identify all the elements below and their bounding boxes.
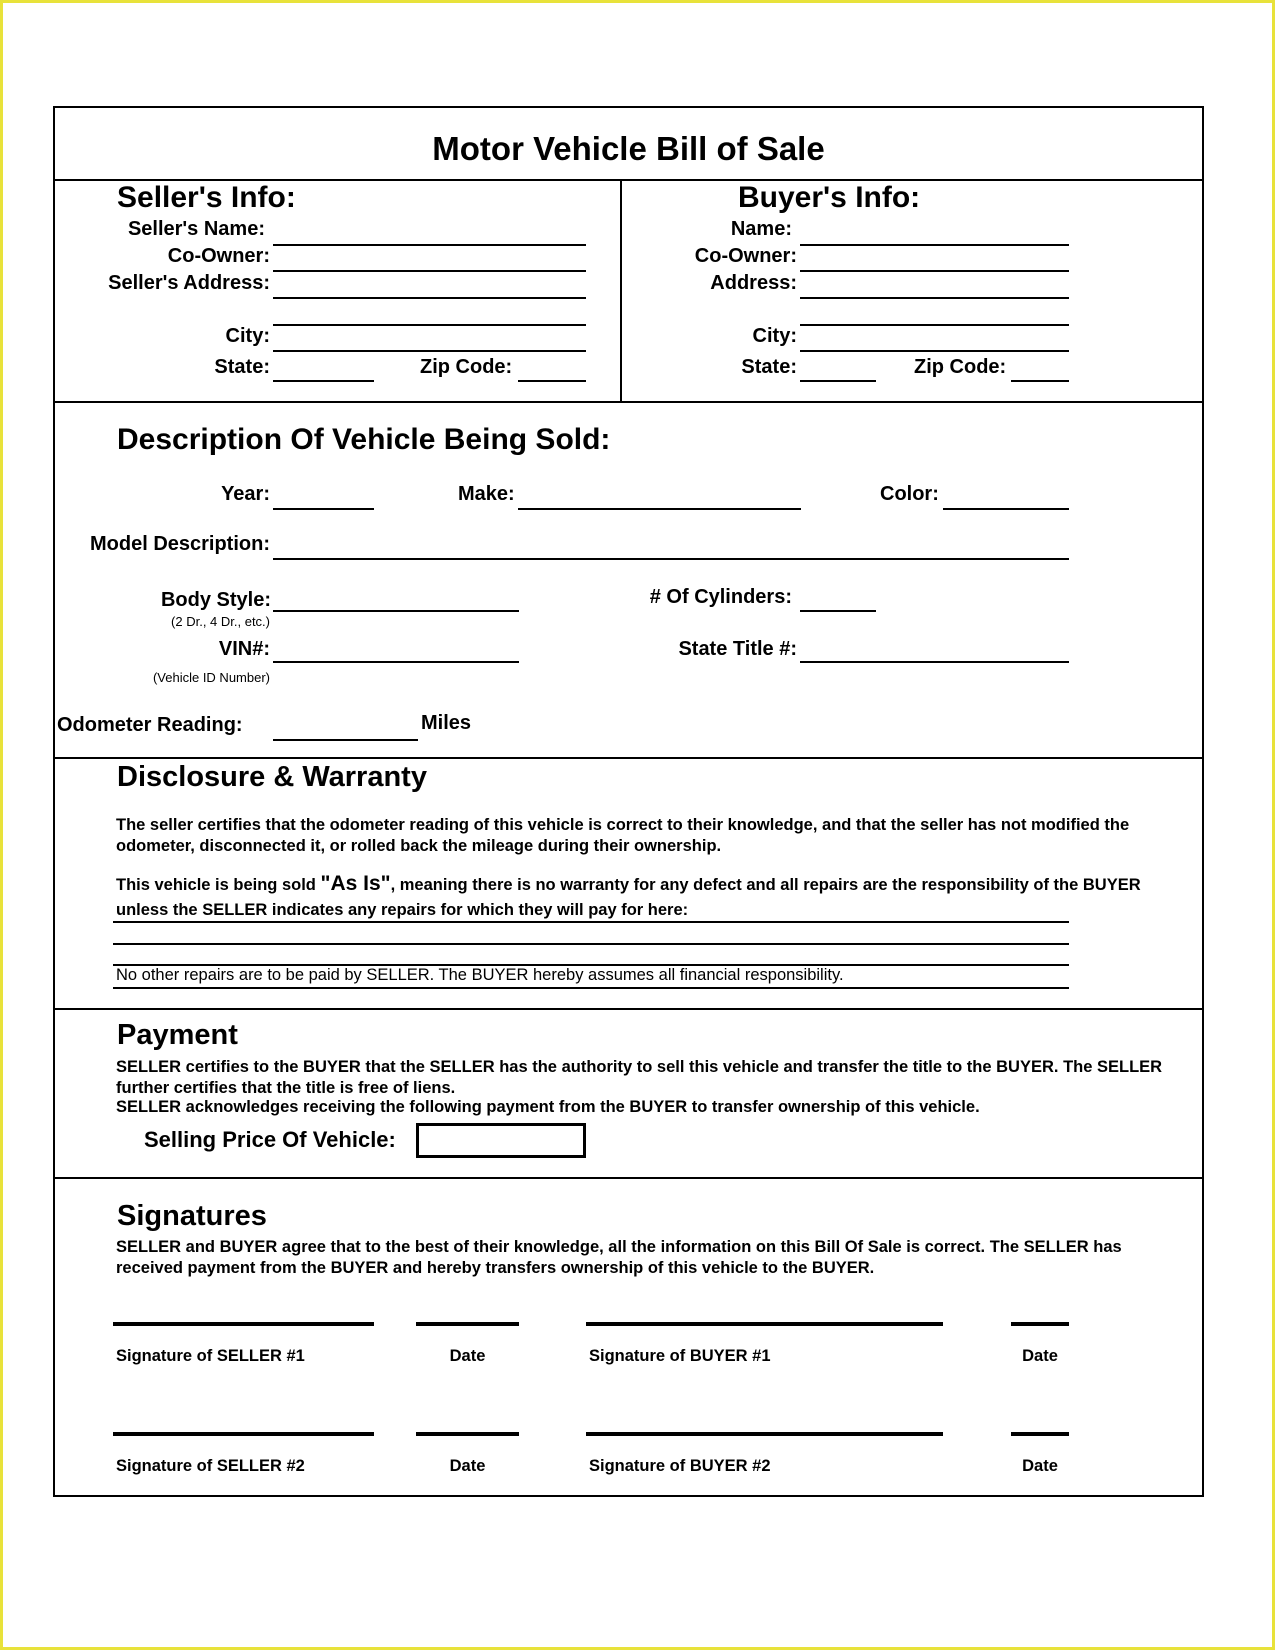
- divider-info: [53, 401, 1204, 403]
- model-input[interactable]: [273, 534, 1069, 560]
- cylinders-input[interactable]: [800, 586, 876, 612]
- state-title-input[interactable]: [800, 637, 1069, 663]
- color-label: Color:: [880, 483, 939, 505]
- seller2-signature-label: Signature of SELLER #2: [116, 1457, 305, 1475]
- buyer2-date-label: Date: [1022, 1457, 1058, 1475]
- buyer-address-line2-input[interactable]: [800, 300, 1069, 326]
- seller2-signature-line[interactable]: [113, 1432, 374, 1436]
- disclosure-heading: Disclosure & Warranty: [117, 761, 427, 793]
- seller-heading: Seller's Info:: [117, 181, 296, 214]
- seller1-signature-label: Signature of SELLER #1: [116, 1347, 305, 1365]
- seller2-date-label: Date: [449, 1457, 486, 1475]
- page-title: Motor Vehicle Bill of Sale: [432, 130, 825, 167]
- body-style-input[interactable]: [273, 586, 519, 612]
- color-input[interactable]: [943, 484, 1069, 510]
- buyer-address-label: Address:: [710, 272, 797, 294]
- seller2-date-line[interactable]: [416, 1432, 519, 1436]
- buyer-coowner-label: Co-Owner:: [694, 245, 797, 267]
- odometer-label: Odometer Reading:: [57, 714, 243, 736]
- divider-vehicle: [53, 757, 1204, 759]
- cylinders-label: # Of Cylinders:: [649, 586, 792, 608]
- buyer-name-input[interactable]: [800, 220, 1069, 246]
- seller1-date-line[interactable]: [416, 1322, 519, 1326]
- seller-coowner-label: Co-Owner:: [167, 245, 270, 267]
- seller-address-label: Seller's Address:: [108, 272, 270, 294]
- repairs-intro-text: unless the SELLER indicates any repairs for which they will pay for here:: [116, 901, 689, 919]
- seller1-signature-line[interactable]: [113, 1322, 374, 1326]
- buyer1-date-label: Date: [1022, 1347, 1058, 1365]
- no-other-repairs-text: No other repairs are to be paid by SELLER. The BUYER hereby assumes all financial responsibility.: [116, 966, 844, 984]
- seller-name-label: Seller's Name:: [127, 218, 265, 240]
- as-is-suffix: , meaning there is no warranty for any defect and all repairs are the responsibility of the BUYER: [390, 876, 1141, 894]
- seller-address-input[interactable]: [273, 273, 586, 299]
- as-is-emphasis: "As Is": [320, 872, 391, 895]
- buyer2-signature-label: Signature of BUYER #2: [589, 1457, 771, 1475]
- body-style-hint: (2 Dr., 4 Dr., etc.): [171, 614, 270, 629]
- repairs-bottom-line: [113, 987, 1069, 989]
- seller-coowner-input[interactable]: [273, 246, 586, 272]
- seller-address-line2-input[interactable]: [273, 300, 586, 326]
- buyer-name-label: Name:: [730, 218, 792, 240]
- buyer1-signature-label: Signature of BUYER #1: [589, 1347, 771, 1365]
- seller-zip-label: Zip Code:: [420, 356, 513, 378]
- payment-authority-text: SELLER certifies to the BUYER that the SELLER has the authority to sell this vehicle and transfer the title to the BUYER. The SELLER further certifies that the title is free of liens.: [116, 1058, 1163, 1097]
- seller-state-input[interactable]: [273, 356, 374, 382]
- as-is-text: [116, 873, 1196, 896]
- make-label: Make:: [458, 483, 515, 505]
- seller-zip-input[interactable]: [518, 356, 586, 382]
- state-title-label: State Title #:: [678, 638, 797, 660]
- divider-payment: [53, 1177, 1204, 1179]
- buyer-state-label: State:: [741, 356, 797, 378]
- seller1-date-label: Date: [449, 1347, 486, 1365]
- buyer-city-input[interactable]: [800, 326, 1069, 352]
- buyer1-signature-line[interactable]: [586, 1322, 943, 1326]
- vehicle-heading: Description Of Vehicle Being Sold:: [117, 423, 611, 456]
- make-input[interactable]: [518, 484, 801, 510]
- repairs-line-3[interactable]: [113, 940, 1069, 966]
- vin-hint: (Vehicle ID Number): [152, 670, 270, 685]
- buyer-address-input[interactable]: [800, 273, 1069, 299]
- seller-state-label: State:: [214, 356, 270, 378]
- buyer2-signature-line[interactable]: [586, 1432, 943, 1436]
- model-label: Model Description:: [89, 533, 270, 555]
- seller-name-input[interactable]: [273, 220, 586, 246]
- divider-disclosure: [53, 1008, 1204, 1010]
- buyer-zip-label: Zip Code:: [914, 356, 1007, 378]
- selling-price-input[interactable]: [416, 1123, 586, 1158]
- selling-price-label: Selling Price Of Vehicle:: [144, 1127, 396, 1152]
- seller-city-input[interactable]: [273, 326, 586, 352]
- signatures-agreement-text: SELLER and BUYER agree that to the best of their knowledge, all the information on this Bill Of Sale is correct. The SELLER has received payment from the BUYER and hereby transfers ownership of this vehicle to the BUYER.: [116, 1238, 1122, 1277]
- buyer2-date-line[interactable]: [1011, 1432, 1069, 1436]
- year-label: Year:: [221, 483, 270, 505]
- odometer-input[interactable]: [273, 715, 418, 741]
- as-is-prefix: This vehicle is being sold: [116, 876, 321, 894]
- payment-acknowledge-text: SELLER acknowledges receiving the following payment from the BUYER to transfer ownership of this vehicle.: [116, 1098, 980, 1116]
- body-style-label: Body Style:: [160, 589, 271, 611]
- buyer-city-label: City:: [752, 325, 797, 347]
- buyer-state-input[interactable]: [800, 356, 876, 382]
- vin-label: VIN#:: [218, 638, 270, 660]
- buyer-coowner-input[interactable]: [800, 246, 1069, 272]
- vin-input[interactable]: [273, 637, 519, 663]
- buyer1-date-line[interactable]: [1011, 1322, 1069, 1326]
- odometer-certification-text: The seller certifies that the odometer reading of this vehicle is correct to their knowledge, and that the seller has not modified the odometer, disconnected it, or rolled back the mileage during their ownership.: [116, 816, 1130, 855]
- buyer-heading: Buyer's Info:: [738, 181, 921, 214]
- seller-city-label: City:: [225, 325, 270, 347]
- buyer-zip-input[interactable]: [1011, 356, 1069, 382]
- payment-heading: Payment: [117, 1019, 238, 1051]
- year-input[interactable]: [273, 484, 374, 510]
- signatures-heading: Signatures: [117, 1200, 267, 1232]
- miles-label: Miles: [421, 712, 472, 734]
